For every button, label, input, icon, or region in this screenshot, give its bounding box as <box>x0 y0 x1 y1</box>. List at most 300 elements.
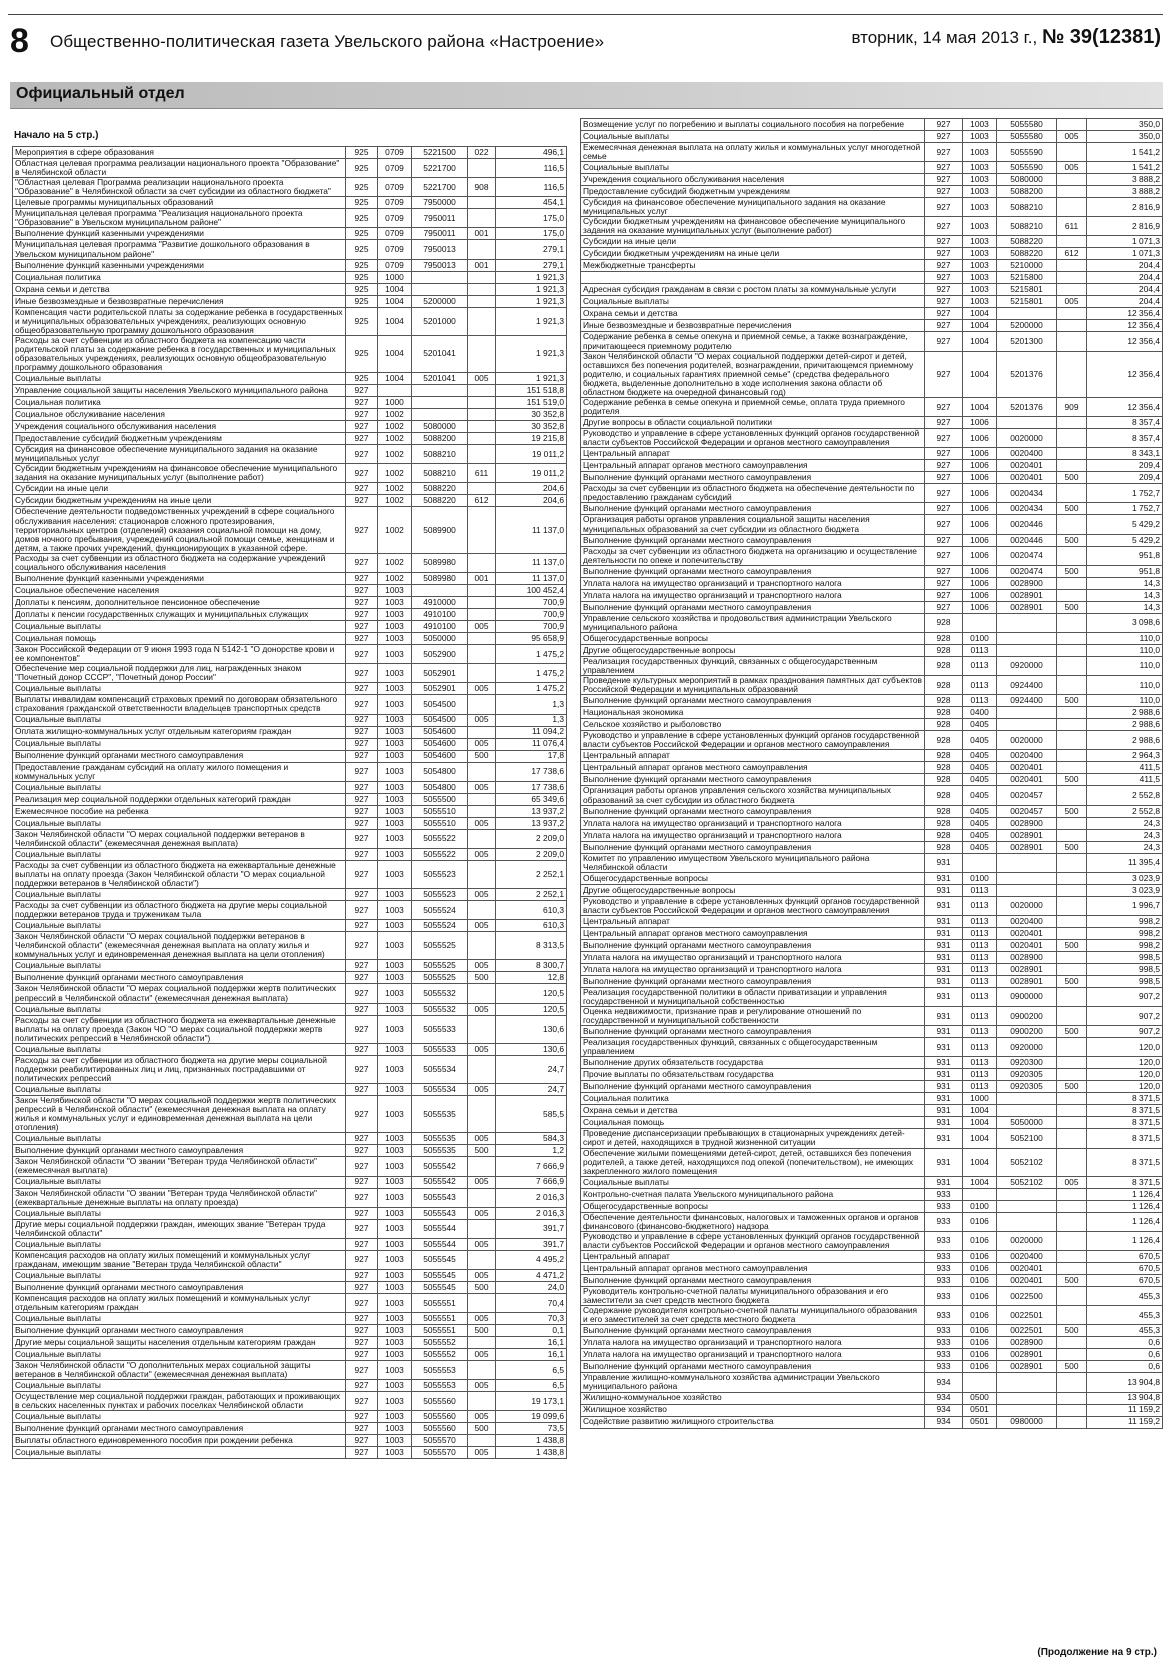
table-row <box>581 1007 1163 1026</box>
expense-type: 500 <box>1057 1361 1087 1373</box>
section-code: 0100 <box>963 872 997 884</box>
ministry-code: 925 <box>346 159 378 178</box>
expense-type <box>1057 1287 1087 1306</box>
table-row <box>581 186 1163 198</box>
article-code: 0920305 <box>997 1081 1057 1093</box>
expense-type: 005 <box>468 1349 496 1361</box>
amount: 204,6 <box>496 483 567 495</box>
section-code: 1003 <box>378 714 412 726</box>
expense-type: 005 <box>468 683 496 695</box>
item-name: Социальные выплаты <box>13 373 346 385</box>
expense-type <box>1057 320 1087 332</box>
section-code: 1006 <box>963 484 997 503</box>
amount: 3 888,2 <box>1087 186 1163 198</box>
amount: 12 356,4 <box>1087 351 1163 397</box>
table-row <box>13 178 567 197</box>
table-row <box>13 714 567 726</box>
ministry-code: 927 <box>346 1145 378 1157</box>
article-code: 5055553 <box>412 1361 468 1380</box>
expense-type <box>468 507 496 553</box>
section-code: 1003 <box>963 174 997 186</box>
expense-type <box>468 307 496 335</box>
expense-type <box>468 295 496 307</box>
section-code: 1003 <box>378 1423 412 1435</box>
expense-type <box>1057 460 1087 472</box>
expense-type <box>1057 829 1087 841</box>
table-row <box>13 848 567 860</box>
item-name: Уплата налога на имущество организаций и транспортного налога <box>581 829 925 841</box>
section-code: 1003 <box>378 960 412 972</box>
expense-type: 500 <box>1057 1026 1087 1038</box>
table-row <box>13 1392 567 1411</box>
item-name: Расходы за счет субвенции из областного бюджета на обеспечение деятельности по предоставлению гражданам субсидий <box>581 484 925 503</box>
article-code: 5055522 <box>412 829 468 848</box>
ministry-code: 931 <box>925 975 963 987</box>
amount: 151 518,8 <box>496 385 567 397</box>
expense-type: 001 <box>468 228 496 240</box>
section-code: 1003 <box>378 932 412 960</box>
section-code: 0113 <box>963 676 997 695</box>
table-row <box>13 1411 567 1423</box>
section-code: 0113 <box>963 1038 997 1057</box>
ministry-code: 927 <box>346 1294 378 1313</box>
table-row <box>581 987 1163 1006</box>
article-code: 5055545 <box>412 1250 468 1269</box>
expense-type <box>1057 676 1087 695</box>
expense-type: 005 <box>468 920 496 932</box>
section-code: 0106 <box>963 1337 997 1349</box>
expense-type <box>1057 1188 1087 1200</box>
amount: 13 904,8 <box>1087 1392 1163 1404</box>
item-name: Другие вопросы в области социальной политики <box>581 417 925 429</box>
expense-type <box>468 1435 496 1447</box>
article-code: 5055542 <box>412 1176 468 1188</box>
item-name: Компенсация части родительской платы за содержание ребенка в государственных и муниципальных образовательных учреждениях, реализующих основную общеобразовательную программу дошкольного образования <box>13 307 346 335</box>
item-name: Социальные выплаты <box>13 889 346 901</box>
article-code <box>997 853 1057 872</box>
article-code: 5200000 <box>412 295 468 307</box>
amount: 4 471,2 <box>496 1270 567 1282</box>
ministry-code: 927 <box>346 1003 378 1015</box>
amount: 3 023,9 <box>1087 872 1163 884</box>
table-row <box>13 645 567 664</box>
amount: 12 356,4 <box>1087 332 1163 351</box>
table-row <box>13 259 567 271</box>
item-name: Уплата налога на имущество организаций и транспортного налога <box>581 589 925 601</box>
ministry-code: 927 <box>346 1447 378 1459</box>
article-code <box>997 884 1057 896</box>
expense-type <box>468 397 496 409</box>
expense-type: 500 <box>1057 503 1087 515</box>
article-code <box>997 719 1057 731</box>
article-code: 5052102 <box>997 1176 1057 1188</box>
expense-type: 500 <box>1057 1275 1087 1287</box>
table-row <box>13 664 567 683</box>
ministry-code: 927 <box>346 1250 378 1269</box>
article-code: 5088220 <box>412 483 468 495</box>
item-name: Социальные выплаты <box>13 1411 346 1423</box>
item-name: Предоставление субсидий бюджетным учреждениям <box>581 186 925 198</box>
item-name: Выполнение функций органами местного самоуправления <box>581 1026 925 1038</box>
article-code: 5055535 <box>412 1133 468 1145</box>
expense-type: 005 <box>468 738 496 750</box>
amount: 120,0 <box>1087 1081 1163 1093</box>
amount: 11 137,0 <box>496 573 567 585</box>
ministry-code: 925 <box>346 240 378 259</box>
amount: 16,1 <box>496 1337 567 1349</box>
ministry-code: 927 <box>346 464 378 483</box>
amount: 455,3 <box>1087 1325 1163 1337</box>
table-row <box>581 1231 1163 1250</box>
article-code: 5055544 <box>412 1219 468 1238</box>
amount: 120,5 <box>496 1003 567 1015</box>
expense-type <box>1057 1057 1087 1069</box>
section-code: 1003 <box>378 1282 412 1294</box>
article-code: 5052100 <box>997 1129 1057 1148</box>
amount: 120,5 <box>496 984 567 1003</box>
article-code: 5054600 <box>412 726 468 738</box>
expense-type: 500 <box>1057 975 1087 987</box>
amount: 455,3 <box>1087 1306 1163 1325</box>
item-name: Содействие развитию жилищного строительства <box>581 1416 925 1428</box>
article-code <box>997 1392 1057 1404</box>
item-name: Закон Челябинской области "О мерах социальной поддержки жертв политических репрессий в Челябинской области" (ежемесячная денежная выплата) <box>13 984 346 1003</box>
section-code: 1004 <box>963 398 997 417</box>
ministry-code: 927 <box>925 119 963 131</box>
item-name: Доплаты к пенсии государственных служащих и муниципальных служащих <box>13 609 346 621</box>
section-code: 1003 <box>963 143 997 162</box>
section-code: 0709 <box>378 197 412 209</box>
table-row <box>581 601 1163 613</box>
table-row <box>13 1325 567 1337</box>
ministry-code: 934 <box>925 1404 963 1416</box>
ministry-code: 927 <box>346 495 378 507</box>
table-row <box>13 585 567 597</box>
table-row <box>581 774 1163 786</box>
ministry-code: 925 <box>346 335 378 372</box>
article-code: 0028901 <box>997 975 1057 987</box>
table-row <box>13 1176 567 1188</box>
section-code: 1006 <box>963 534 997 546</box>
amount: 120,0 <box>1087 1069 1163 1081</box>
expense-type: 005 <box>1057 296 1087 308</box>
amount: 8 371,5 <box>1087 1176 1163 1188</box>
expense-type: 612 <box>1057 248 1087 260</box>
item-name: Руководство и управление в сфере установленных функций органов государственной власти субъектов Российской Федерации и органов местного самоуправления <box>581 429 925 448</box>
section-code: 1003 <box>378 1219 412 1238</box>
article-code: 0020434 <box>997 484 1057 503</box>
ministry-code: 927 <box>925 503 963 515</box>
expense-type <box>1057 707 1087 719</box>
amount: 204,4 <box>1087 296 1163 308</box>
table-row <box>581 417 1163 429</box>
ministry-code: 927 <box>346 1349 378 1361</box>
article-code <box>997 872 1057 884</box>
section-code: 0709 <box>378 178 412 197</box>
item-name: Общегосударственные вопросы <box>581 872 925 884</box>
item-name: Социальные выплаты <box>581 162 925 174</box>
article-code: 0028901 <box>997 1361 1057 1373</box>
expense-type <box>468 553 496 572</box>
article-code: 0920000 <box>997 1038 1057 1057</box>
section-code: 0405 <box>963 786 997 805</box>
article-code: 5055534 <box>412 1055 468 1083</box>
section-code: 1003 <box>378 1157 412 1176</box>
ministry-code: 927 <box>346 848 378 860</box>
article-code: 7950011 <box>412 209 468 228</box>
table-row <box>581 1361 1163 1373</box>
table-row <box>581 613 1163 632</box>
amount: 1 921,3 <box>496 283 567 295</box>
table-row <box>581 676 1163 695</box>
article-code: 0020400 <box>997 448 1057 460</box>
item-name: Прочие выплаты по обязательствам государства <box>581 1069 925 1081</box>
ministry-code: 928 <box>925 613 963 632</box>
amount: 13 937,2 <box>496 817 567 829</box>
ministry-code: 927 <box>346 1435 378 1447</box>
article-code: 5201376 <box>997 351 1057 397</box>
expense-type <box>1057 1337 1087 1349</box>
table-row <box>13 385 567 397</box>
article-code: 0920305 <box>997 1069 1057 1081</box>
section-code: 1006 <box>963 472 997 484</box>
item-name: Управление сельского хозяйства и продовольствия администрации Увельского муниципального района <box>581 613 925 632</box>
article-code: 5089900 <box>412 507 468 553</box>
amount: 670,5 <box>1087 1275 1163 1287</box>
table-row <box>13 597 567 609</box>
section-code: 0113 <box>963 1069 997 1081</box>
ministry-code: 928 <box>925 817 963 829</box>
item-name: Комитет по управлению имуществом Увельского муниципального района Челябинской области <box>581 853 925 872</box>
expense-type <box>1057 589 1087 601</box>
item-name: Общегосударственные вопросы <box>581 632 925 644</box>
ministry-code: 927 <box>925 398 963 417</box>
amount: 8 371,5 <box>1087 1129 1163 1148</box>
expense-type: 005 <box>468 1313 496 1325</box>
date-text: вторник, 14 мая 2013 г., <box>851 28 1038 47</box>
item-name: Расходы за счет субвенции из областного бюджета на компенсацию части родительской платы за содержание ребенка в государственных и муниципальных образовательных учреждениях, реализующих основную общеобразовательную программу дошкольного образования <box>13 335 346 372</box>
amount: 11 159,2 <box>1087 1404 1163 1416</box>
article-code: 7950013 <box>412 240 468 259</box>
ministry-code: 927 <box>346 1411 378 1423</box>
article-code: 5055523 <box>412 860 468 888</box>
amount: 2 016,3 <box>496 1207 567 1219</box>
article-code: 0020000 <box>997 429 1057 448</box>
expense-type: 500 <box>468 972 496 984</box>
amount: 350,0 <box>1087 131 1163 143</box>
table-row <box>13 1133 567 1145</box>
table-row <box>581 927 1163 939</box>
section-code: 1003 <box>378 633 412 645</box>
article-code: 5215801 <box>997 296 1057 308</box>
article-code: 0028901 <box>997 589 1057 601</box>
amount: 700,9 <box>496 597 567 609</box>
table-row <box>13 750 567 762</box>
table-row <box>581 939 1163 951</box>
item-name: Расходы за счет субвенции из областного бюджета на организацию и осуществление деятельности по опеке и попечительству <box>581 546 925 565</box>
item-name: Иные безвозмездные и безвозвратные перечисления <box>13 295 346 307</box>
amount: 19 099,6 <box>496 1411 567 1423</box>
article-code: 4910100 <box>412 621 468 633</box>
article-code <box>997 632 1057 644</box>
expense-type <box>1057 332 1087 351</box>
item-name: Выполнение функций органами местного самоуправления <box>581 805 925 817</box>
section-code: 1003 <box>378 1325 412 1337</box>
ministry-code: 928 <box>925 762 963 774</box>
amount: 2 552,8 <box>1087 786 1163 805</box>
item-name: Проведение диспансеризации пребывающих в стационарных учреждениях детей-сирот и детей, находящихся в трудной жизненной ситуации <box>581 1129 925 1148</box>
item-name: Охрана семьи и детства <box>13 283 346 295</box>
expense-type: 005 <box>468 1411 496 1423</box>
ministry-code: 927 <box>346 1096 378 1133</box>
expense-type <box>1057 1117 1087 1129</box>
expense-type: 500 <box>1057 1081 1087 1093</box>
table-row <box>13 283 567 295</box>
item-name: Социальные выплаты <box>13 1176 346 1188</box>
amount: 14,3 <box>1087 601 1163 613</box>
expense-type <box>1057 987 1087 1006</box>
section-code: 0113 <box>963 927 997 939</box>
table-row <box>581 1081 1163 1093</box>
article-code: 5080000 <box>997 174 1057 186</box>
article-code: 5201376 <box>997 398 1057 417</box>
article-code <box>412 283 468 295</box>
section-code: 0106 <box>963 1349 997 1361</box>
section-code: 1003 <box>378 1096 412 1133</box>
item-name: Адресная субсидия гражданам в связи с ростом платы за коммунальные услуги <box>581 284 925 296</box>
expense-type: 500 <box>1057 774 1087 786</box>
article-code: 5201000 <box>412 307 468 335</box>
expense-type <box>1057 351 1087 397</box>
item-name: Обеспечение мер социальной поддержки для лиц, награжденных знаком "Почетный донор СССР", "Почетный донор России" <box>13 664 346 683</box>
continuation-from: Начало на 5 стр.) <box>14 130 99 141</box>
ministry-code: 927 <box>925 332 963 351</box>
amount: 1 921,3 <box>496 295 567 307</box>
amount: 24,3 <box>1087 841 1163 853</box>
amount: 30 352,8 <box>496 421 567 433</box>
amount: 1 126,4 <box>1087 1188 1163 1200</box>
expense-type <box>468 762 496 781</box>
amount: 2 016,3 <box>496 1188 567 1207</box>
item-name: Субсидии бюджетным учреждениям на финансовое обеспечение муниципального задания на оказание муниципальных услуг (выполнение работ) <box>13 464 346 483</box>
amount: 8 371,5 <box>1087 1105 1163 1117</box>
section-code: 1003 <box>378 645 412 664</box>
expense-type <box>1057 853 1087 872</box>
ministry-code: 931 <box>925 1117 963 1129</box>
article-code: 5054500 <box>412 714 468 726</box>
amount: 610,3 <box>496 920 567 932</box>
article-code: 5055590 <box>997 162 1057 174</box>
section-code: 1004 <box>378 335 412 372</box>
item-name: Расходы за счет субвенции из областного бюджета на другие меры социальной поддержки ветеранов труда и труженикам тыла <box>13 901 346 920</box>
amount: 1,3 <box>496 695 567 714</box>
expense-type: 005 <box>468 848 496 860</box>
amount: 204,4 <box>1087 272 1163 284</box>
expense-type <box>1057 1306 1087 1325</box>
amount: 2 209,0 <box>496 829 567 848</box>
article-code: 5055553 <box>412 1380 468 1392</box>
amount: 670,5 <box>1087 1263 1163 1275</box>
ministry-code: 931 <box>925 987 963 1006</box>
ministry-code: 927 <box>346 817 378 829</box>
ministry-code: 933 <box>925 1325 963 1337</box>
table-row <box>13 307 567 335</box>
section-code: 1003 <box>963 284 997 296</box>
section-code: 1003 <box>378 621 412 633</box>
article-code: 0020457 <box>997 786 1057 805</box>
article-code <box>412 409 468 421</box>
section-code: 1002 <box>378 445 412 464</box>
expense-type: 005 <box>468 1176 496 1188</box>
ministry-code: 927 <box>346 860 378 888</box>
article-code: 0028900 <box>997 1337 1057 1349</box>
ministry-code: 927 <box>346 1176 378 1188</box>
table-row <box>13 1003 567 1015</box>
expense-type <box>1057 632 1087 644</box>
table-row <box>581 217 1163 236</box>
section-code: 1006 <box>963 565 997 577</box>
article-code: 0028900 <box>997 951 1057 963</box>
section-code <box>963 853 997 872</box>
ministry-code: 927 <box>925 515 963 534</box>
expense-type <box>468 421 496 433</box>
amount: 17,8 <box>496 750 567 762</box>
item-name: Социальные выплаты <box>13 1084 346 1096</box>
section-code: 1006 <box>963 429 997 448</box>
section-code: 1003 <box>378 901 412 920</box>
table-row <box>581 534 1163 546</box>
ministry-code: 931 <box>925 1069 963 1081</box>
amount: 95 658,9 <box>496 633 567 645</box>
table-row <box>581 162 1163 174</box>
expense-type <box>468 585 496 597</box>
table-row <box>581 398 1163 417</box>
item-name: Социальные выплаты <box>581 296 925 308</box>
article-code: 5055532 <box>412 1003 468 1015</box>
ministry-code: 931 <box>925 1148 963 1176</box>
article-code: 5055544 <box>412 1238 468 1250</box>
budget-table-left <box>12 146 567 1459</box>
item-name: Выполнение функций органами местного самоуправления <box>13 972 346 984</box>
table-row <box>13 984 567 1003</box>
ministry-code: 927 <box>346 397 378 409</box>
item-name: Уплата налога на имущество организаций и транспортного налога <box>581 1337 925 1349</box>
article-code: 5215801 <box>997 284 1057 296</box>
section-code: 0113 <box>963 951 997 963</box>
article-code: 4910100 <box>412 609 468 621</box>
section-code: 1003 <box>963 236 997 248</box>
item-name: Выполнение функций органами местного самоуправления <box>581 534 925 546</box>
table-row <box>581 484 1163 503</box>
section-code: 1004 <box>963 320 997 332</box>
article-code: 0020401 <box>997 460 1057 472</box>
expense-type <box>1057 1007 1087 1026</box>
table-row <box>581 632 1163 644</box>
article-code: 0020000 <box>997 731 1057 750</box>
item-name: Контрольно-счетная палата Увельского муниципального района <box>581 1188 925 1200</box>
item-name: Социальные выплаты <box>13 621 346 633</box>
table-row <box>13 1447 567 1459</box>
expense-type: 908 <box>468 178 496 197</box>
expense-type <box>1057 236 1087 248</box>
ministry-code: 927 <box>925 351 963 397</box>
table-row <box>13 1270 567 1282</box>
section-code: 1003 <box>963 186 997 198</box>
item-name: Субсидии на иные цели <box>13 483 346 495</box>
ministry-code: 925 <box>346 147 378 159</box>
section-code: 1004 <box>378 295 412 307</box>
item-name: Возмещение услуг по погребению и выплаты социального пособия на погребение <box>581 119 925 131</box>
